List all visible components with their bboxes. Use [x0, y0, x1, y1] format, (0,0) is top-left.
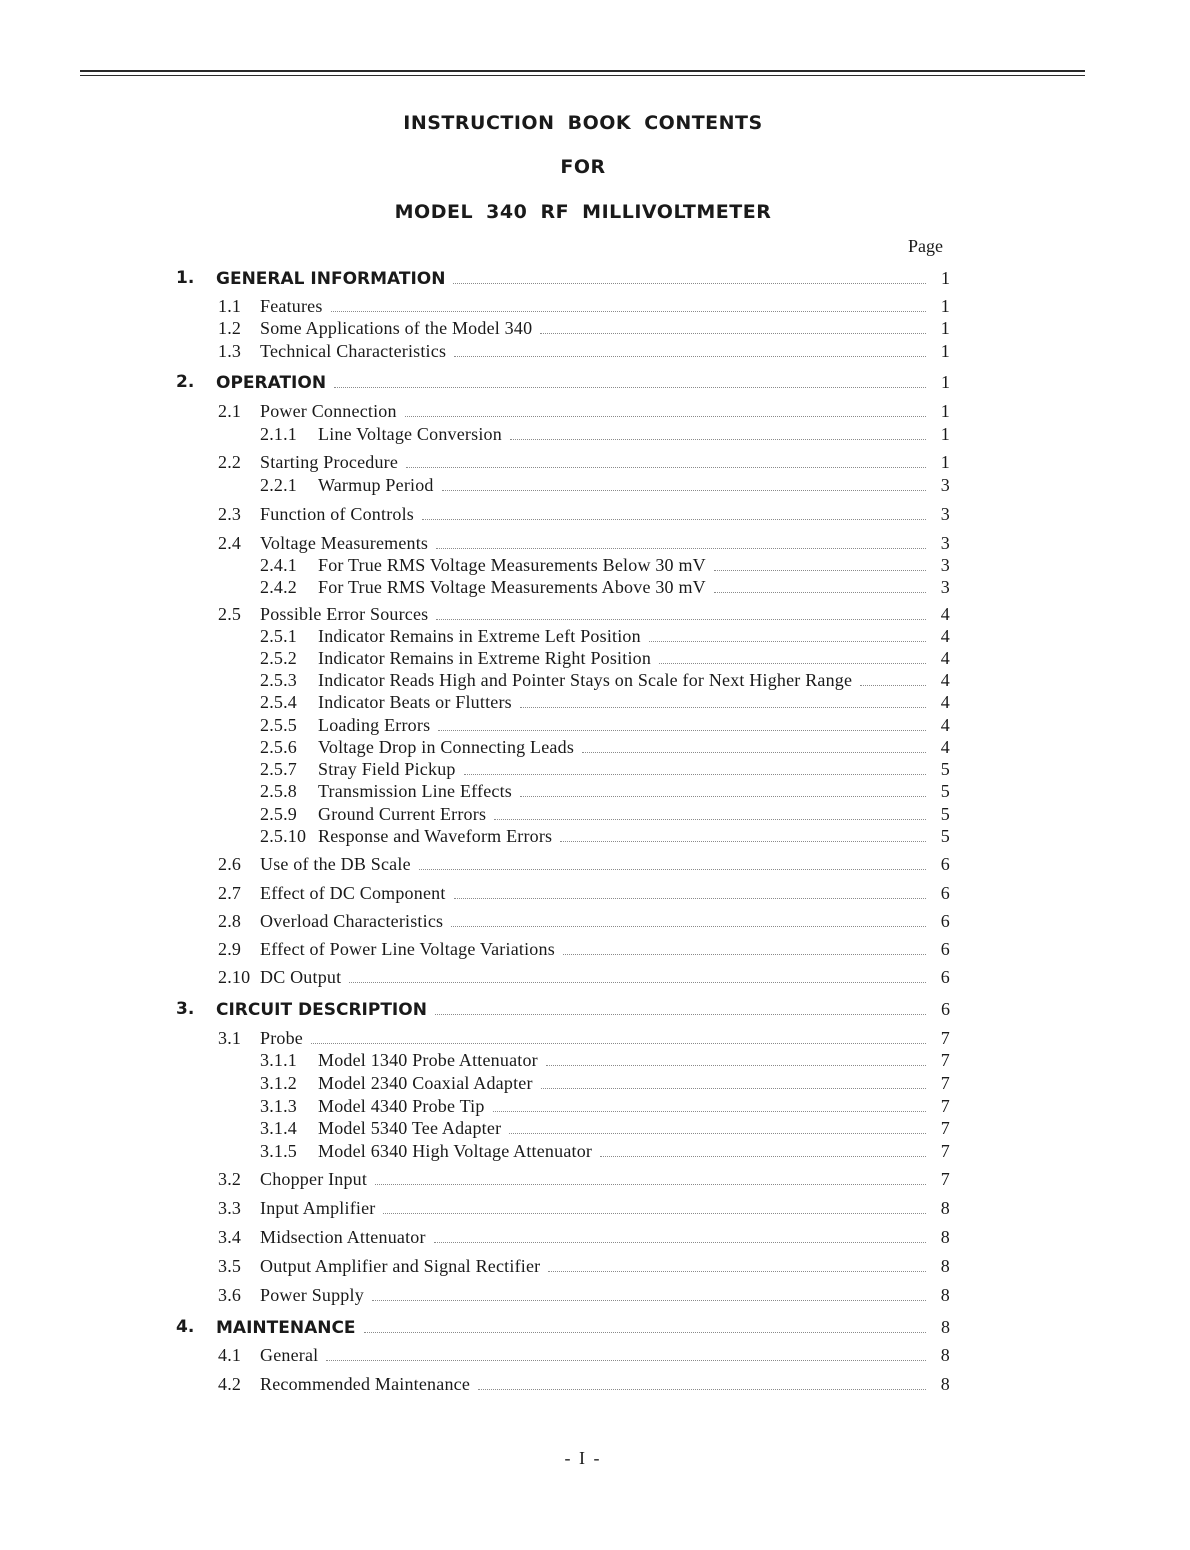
- toc-title: Ground Current Errors: [318, 804, 487, 824]
- toc-title: Some Applications of the Model 340: [260, 318, 533, 338]
- toc-subentry: [260, 424, 950, 445]
- page-number: - I -: [564, 1448, 602, 1468]
- toc-page-number: 5: [940, 759, 950, 779]
- dot-leader: [510, 439, 926, 440]
- toc-entry: [218, 604, 950, 625]
- toc-title: Stray Field Pickup: [318, 759, 456, 779]
- toc-page-number: 4: [940, 626, 950, 646]
- toc-entry: [218, 318, 950, 339]
- toc-page-number: 4: [940, 604, 950, 624]
- toc-title: Warmup Period: [318, 475, 434, 495]
- toc-entry: [218, 1028, 950, 1049]
- page-title: INSTRUCTION BOOK CONTENTS: [403, 112, 763, 134]
- toc-number: 3.1.2: [260, 1073, 297, 1093]
- toc-subentry: [260, 826, 950, 847]
- dot-leader: [334, 387, 926, 388]
- toc-entry: [218, 533, 950, 554]
- toc-entry: [218, 1198, 950, 1219]
- dot-leader: [349, 982, 926, 983]
- toc-page-number: 5: [940, 781, 950, 801]
- toc-page-number: 4: [940, 670, 950, 690]
- toc-subentry: [260, 781, 950, 802]
- toc-number: 2.5.10: [260, 826, 307, 846]
- toc-subentry: [260, 577, 950, 598]
- dot-leader: [419, 869, 926, 870]
- dot-leader: [563, 954, 926, 955]
- toc-number: 2.5.6: [260, 737, 297, 757]
- dot-leader: [714, 592, 926, 593]
- toc-entry: [218, 967, 950, 988]
- toc-number: 2.5.9: [260, 804, 297, 824]
- toc-subentry: [260, 1141, 950, 1162]
- toc-title: Indicator Reads High and Pointer Stays on Scale for Next Higher Range: [318, 670, 853, 690]
- toc-title: OPERATION: [216, 373, 327, 393]
- toc-title: Indicator Beats or Flutters: [318, 692, 512, 712]
- toc-subentry: [260, 1096, 950, 1117]
- toc-subentry: [260, 737, 950, 758]
- dot-leader: [494, 819, 926, 820]
- toc-number: 2.4.1: [260, 555, 297, 575]
- toc-title: Output Amplifier and Signal Rectifier: [260, 1256, 541, 1276]
- toc-number: 4.1: [218, 1345, 242, 1365]
- toc-section: [176, 268, 950, 289]
- toc-title: Input Amplifier: [260, 1198, 376, 1218]
- toc-page-number: 3: [940, 577, 950, 597]
- toc-title: CIRCUIT DESCRIPTION: [216, 1000, 427, 1020]
- toc-number: 3.1.3: [260, 1096, 297, 1116]
- toc-entry: [218, 1227, 950, 1248]
- toc-number: 2.2.1: [260, 475, 297, 495]
- dot-leader: [509, 1133, 926, 1134]
- toc-title: Starting Procedure: [260, 452, 399, 472]
- dot-leader: [372, 1300, 926, 1301]
- toc-entry: [218, 504, 950, 525]
- toc-page-number: 7: [940, 1096, 950, 1116]
- dot-leader: [582, 752, 926, 753]
- toc-page-number: 6: [940, 939, 950, 959]
- toc-page-number: 1: [940, 296, 950, 316]
- toc-number: 2.8: [218, 911, 242, 931]
- toc-page-number: 3: [940, 555, 950, 575]
- toc-subentry: [260, 1118, 950, 1139]
- toc-title: Voltage Drop in Connecting Leads: [318, 737, 575, 757]
- toc-page-number: 6: [940, 883, 950, 903]
- toc-page-number: 7: [940, 1028, 950, 1048]
- toc-title: GENERAL INFORMATION: [216, 269, 446, 289]
- toc-number: 2.3: [218, 504, 242, 524]
- dot-leader: [451, 926, 926, 927]
- toc-page-number: 4: [940, 737, 950, 757]
- toc-title: Features: [260, 296, 323, 316]
- toc-title: Function of Controls: [260, 504, 415, 524]
- toc-page-number: 5: [940, 804, 950, 824]
- toc-title: Model 5340 Tee Adapter: [318, 1118, 502, 1138]
- toc-subentry: [260, 715, 950, 736]
- toc-page-number: 8: [940, 1198, 950, 1218]
- toc-page-number: 8: [941, 1317, 950, 1337]
- dot-leader: [383, 1213, 926, 1214]
- toc-section: [176, 372, 950, 393]
- toc-number: 2.9: [218, 939, 242, 959]
- toc-title: Line Voltage Conversion: [318, 424, 502, 444]
- dot-leader: [422, 519, 926, 520]
- toc-number: 3.3: [218, 1198, 242, 1218]
- toc-number: 2.5.5: [260, 715, 297, 735]
- toc-page-number: 8: [940, 1256, 950, 1276]
- toc-title: Midsection Attenuator: [260, 1227, 426, 1247]
- dot-leader: [311, 1043, 926, 1044]
- dot-leader: [541, 1088, 926, 1089]
- toc-page-number: 6: [941, 999, 950, 1019]
- toc-entry: [218, 939, 950, 960]
- toc-title: Model 2340 Coaxial Adapter: [318, 1073, 533, 1093]
- dot-leader: [600, 1156, 926, 1157]
- toc-title: MAINTENANCE: [216, 1318, 356, 1338]
- dot-leader: [442, 490, 926, 491]
- dot-leader: [540, 333, 926, 334]
- toc-page-number: 5: [940, 826, 950, 846]
- toc-title: Power Connection: [260, 401, 397, 421]
- toc-number: 2.2: [218, 452, 242, 472]
- toc-page-number: 7: [940, 1050, 950, 1070]
- toc-page-number: 1: [941, 372, 950, 392]
- toc-section: [176, 1317, 950, 1338]
- toc-number: 2.1: [218, 401, 242, 421]
- toc-entry: [218, 1285, 950, 1306]
- toc-subentry: [260, 648, 950, 669]
- toc-page-number: 1: [940, 401, 950, 421]
- toc-entry: [218, 401, 950, 422]
- toc-entry: [218, 452, 950, 473]
- toc-number: 4.2: [218, 1374, 242, 1394]
- toc-subentry: [260, 804, 950, 825]
- toc-page-number: 1: [940, 424, 950, 444]
- toc-number: 3.2: [218, 1169, 242, 1189]
- toc-number: 2.5.7: [260, 759, 297, 779]
- toc-title: Indicator Remains in Extreme Right Position: [318, 648, 652, 668]
- toc-page-number: 8: [940, 1285, 950, 1305]
- dot-leader: [434, 1242, 926, 1243]
- toc-entry: [218, 1345, 950, 1366]
- toc-title: General: [260, 1345, 319, 1365]
- toc-title: Loading Errors: [318, 715, 431, 735]
- dot-leader: [453, 283, 926, 284]
- toc-title: Model 4340 Probe Tip: [318, 1096, 485, 1116]
- dot-leader: [659, 663, 926, 664]
- toc-subentry: [260, 692, 950, 713]
- toc-number: 1.3: [218, 341, 242, 361]
- toc-page-number: 7: [940, 1141, 950, 1161]
- dot-leader: [454, 356, 926, 357]
- toc-entry: [218, 883, 950, 904]
- toc-title: For True RMS Voltage Measurements Below 30 mV: [318, 555, 706, 575]
- dot-leader: [436, 619, 926, 620]
- toc-page-number: 6: [940, 911, 950, 931]
- toc-page-number: 8: [940, 1227, 950, 1247]
- toc-number: 1.: [176, 268, 195, 288]
- toc-number: 2.6: [218, 854, 242, 874]
- toc-subentry: [260, 1050, 950, 1071]
- dot-leader: [860, 685, 926, 686]
- toc-number: 2.5.8: [260, 781, 297, 801]
- toc-title: For True RMS Voltage Measurements Above 30 mV: [318, 577, 706, 597]
- toc-title: Recommended Maintenance: [260, 1374, 471, 1394]
- dot-leader: [464, 774, 926, 775]
- toc-number: 4.: [176, 1317, 195, 1337]
- dot-leader: [375, 1184, 926, 1185]
- toc-page-number: 4: [940, 692, 950, 712]
- toc-title: Effect of Power Line Voltage Variations: [260, 939, 555, 959]
- toc-number: 3.1.5: [260, 1141, 297, 1161]
- toc-page-number: 7: [940, 1073, 950, 1093]
- toc-number: 3.1: [218, 1028, 242, 1048]
- dot-leader: [714, 570, 926, 571]
- page-subtitle-for: FOR: [560, 156, 606, 178]
- toc-number: 2.5.1: [260, 626, 297, 646]
- toc-number: 2.4: [218, 533, 242, 553]
- dot-leader: [438, 730, 926, 731]
- toc-entry: [218, 911, 950, 932]
- dot-leader: [406, 467, 926, 468]
- toc-page-number: 7: [940, 1118, 950, 1138]
- toc-title: Response and Waveform Errors: [318, 826, 553, 846]
- toc-number: 3.1.1: [260, 1050, 297, 1070]
- dot-leader: [454, 898, 926, 899]
- toc-number: 2.5.2: [260, 648, 297, 668]
- dot-leader: [331, 311, 926, 312]
- toc-page-number: 3: [940, 504, 950, 524]
- toc-number: 3.4: [218, 1227, 242, 1247]
- toc-page-number: 1: [941, 268, 950, 288]
- toc-number: 2.5.3: [260, 670, 297, 690]
- toc-number: 3.1.4: [260, 1118, 297, 1138]
- toc-subentry: [260, 555, 950, 576]
- toc-title: Power Supply: [260, 1285, 364, 1305]
- toc-number: 2.5.4: [260, 692, 297, 712]
- toc-page-number: 6: [940, 854, 950, 874]
- toc-number: 2.7: [218, 883, 242, 903]
- toc-subentry: [260, 759, 950, 780]
- toc-title: Probe: [260, 1028, 303, 1048]
- toc-page-number: 1: [940, 318, 950, 338]
- dot-leader: [548, 1271, 926, 1272]
- toc-title: Use of the DB Scale: [260, 854, 411, 874]
- toc-title: Effect of DC Component: [260, 883, 446, 903]
- toc-subentry: [260, 475, 950, 496]
- toc-page-number: 4: [940, 648, 950, 668]
- page-column-label: Page: [908, 236, 943, 256]
- toc-title: Indicator Remains in Extreme Left Position: [318, 626, 641, 646]
- toc-number: 1.2: [218, 318, 242, 338]
- toc-entry: [218, 1169, 950, 1190]
- toc-page-number: 3: [940, 533, 950, 553]
- toc-subentry: [260, 670, 950, 691]
- toc-page-number: 8: [940, 1374, 950, 1394]
- toc-page-number: 1: [940, 452, 950, 472]
- toc-page-number: 1: [940, 341, 950, 361]
- toc-title: DC Output: [260, 967, 342, 987]
- dot-leader: [478, 1389, 926, 1390]
- dot-leader: [520, 796, 926, 797]
- toc-number: 3.6: [218, 1285, 242, 1305]
- dot-leader: [520, 707, 926, 708]
- toc-subentry: [260, 626, 950, 647]
- dot-leader: [436, 548, 926, 549]
- toc-number: 2.10: [218, 967, 251, 987]
- toc-title: Transmission Line Effects: [318, 781, 512, 801]
- dot-leader: [560, 841, 926, 842]
- toc-title: Possible Error Sources: [260, 604, 429, 624]
- toc-number: 2.4.2: [260, 577, 297, 597]
- dot-leader: [405, 416, 926, 417]
- dot-leader: [435, 1014, 926, 1015]
- toc-entry: [218, 296, 950, 317]
- dot-leader: [493, 1111, 926, 1112]
- toc-entry: [218, 341, 950, 362]
- toc-page-number: 6: [940, 967, 950, 987]
- toc-title: Model 1340 Probe Attenuator: [318, 1050, 538, 1070]
- toc-entry: [218, 1374, 950, 1395]
- toc-number: 2.: [176, 372, 195, 392]
- toc-section: [176, 999, 950, 1020]
- dot-leader: [364, 1332, 926, 1333]
- toc-number: 3.: [176, 999, 195, 1019]
- toc-number: 2.1.1: [260, 424, 297, 444]
- toc-title: Model 6340 High Voltage Attenuator: [318, 1141, 593, 1161]
- toc-title: Overload Characteristics: [260, 911, 444, 931]
- toc-page-number: 4: [940, 715, 950, 735]
- toc-number: 1.1: [218, 296, 242, 316]
- toc-title: Technical Characteristics: [260, 341, 447, 361]
- toc-page-number: 7: [940, 1169, 950, 1189]
- toc-page-number: 8: [940, 1345, 950, 1365]
- toc-entry: [218, 1256, 950, 1277]
- dot-leader: [649, 641, 926, 642]
- dot-leader: [546, 1065, 926, 1066]
- toc-subentry: [260, 1073, 950, 1094]
- toc-page-number: 3: [940, 475, 950, 495]
- dot-leader: [326, 1360, 926, 1361]
- toc-number: 2.5: [218, 604, 242, 624]
- toc-title: Voltage Measurements: [260, 533, 429, 553]
- toc-number: 3.5: [218, 1256, 242, 1276]
- page-subtitle-model: MODEL 340 RF MILLIVOLTMETER: [394, 201, 772, 223]
- toc-entry: [218, 854, 950, 875]
- toc-title: Chopper Input: [260, 1169, 368, 1189]
